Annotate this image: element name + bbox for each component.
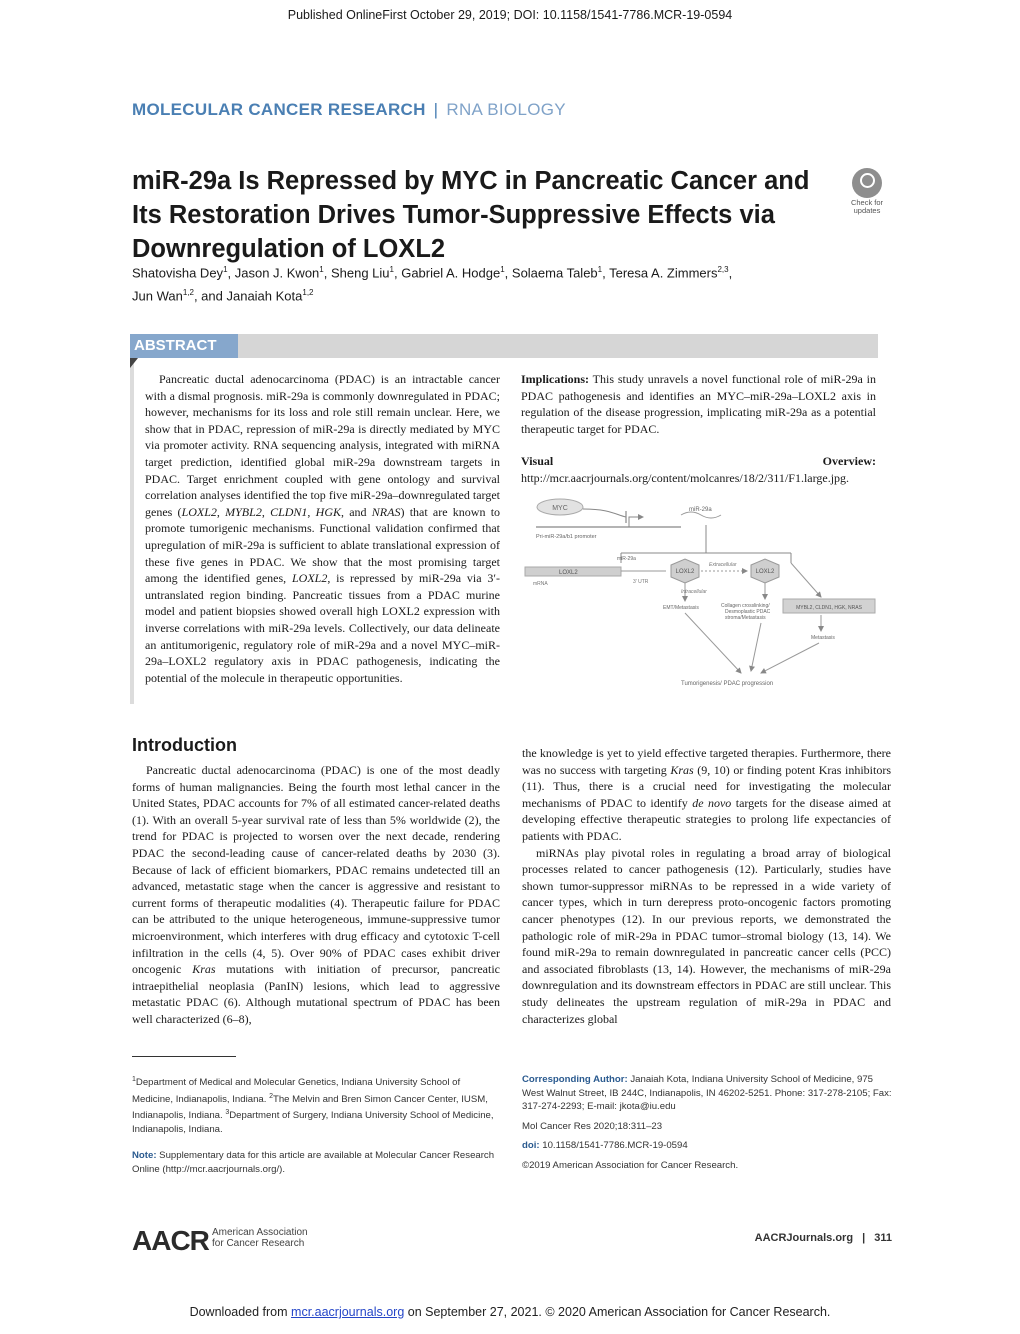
fig-genes: MYBL2, CLDN1, HGK, NRAS bbox=[796, 605, 862, 611]
supplementary-note: Note: Supplementary data for this article are available at Molecular Cancer Research Online (http://mcr.aacrjournals.org/). bbox=[132, 1150, 495, 1175]
fig-mir-label: miR-29a bbox=[689, 507, 712, 513]
aacr-logo-mark: AACR bbox=[132, 1225, 209, 1256]
intro-left-column: Pancreatic ductal adenocarcinoma (PDAC) is one of the most deadly forms of human malignancies. Being the fourth most lethal cancer in the United States, PDAC accounts for 7% of all estimated cancer-related deaths (1). With an overall 5-year survival rate of less than 5% worldwide (2), the trend for PDAC is projected to worsen over the next decade, rendering PDAC the second-leading cause of cancer-related deaths by 2030 (3). Because of lack of efficient biomarkers, PDAC remains undetected till an advanced, metastatic stage when the cancer is aggressive and resistant to current forms of therapeutic modalities (4). Therapeutic failure for PDAC can be attributed to the unique heterogeneous, immune-suppressive tumor microenvironment, which interferes with drug efficacy and cytotoxic T-cell infiltration in the cells (4, 5). Over 90% of PDAC cases exhibit driver oncogenic Kras mutations with initiation of precursor, pancreatic intraepithelial neoplasia (PanIN) lesions, which lead to aggressive metastatic PDAC (6). Although mutational spectrum of PDAC has been well characterized (6–8), bbox=[132, 763, 500, 1026]
fig-loxl2-mrna: LOXL2 bbox=[559, 570, 578, 576]
author-list: Shatovisha Dey$^1$, Jason J. Kwon$^1$, Sheng Liu$^1$, Gabriel A. Hodge$^1$, Solaema Taleb$^1$, Teresa A. Zimmers$^{2,3}$, Jun Wan$^{1,2}$, and Janaiah Kota$^{1,2}$ bbox=[132, 265, 733, 304]
fig-loxl2-b: LOXL2 bbox=[755, 569, 775, 575]
fig-collagen-3: stroma/Metastasis bbox=[725, 615, 766, 621]
fig-emt: EMT/Metastasis bbox=[663, 605, 699, 611]
check-updates-icon bbox=[852, 168, 882, 198]
implications-label: Implications: bbox=[521, 372, 590, 386]
abstract-side-rule bbox=[130, 358, 134, 704]
check-for-updates-badge[interactable] bbox=[842, 168, 892, 216]
page-footer: AACRJournals.org | 311 bbox=[754, 1232, 892, 1244]
article-title bbox=[132, 164, 832, 266]
journal-separator: | bbox=[433, 100, 439, 119]
intro-right-p2: miRNAs play pivotal roles in regulating a broad array of biological processes related to cancer pathogenesis (12). Particularly, studies have shown tumor-suppressor miRNAs to be repressed in a wide variety of cancer types, which in turn derepress proto-oncogenic factors promoting cancer phenotypes (12). In our previous reports, we demonstrated the pathologic role of miR-29a in PDAC tumor–stromal biology (13, 14). We found miR-29a to remain downregulated in pancreatic cancer cells (PCC) and associated fibroblasts (13, 14). However, the mechanisms of miR-29a downregulation and its downstream effectors in PDAC are still unclear. This study delineates the upstream regulation of miR-29a in PDAC and characterizes global bbox=[522, 845, 891, 1026]
copyright: ©2019 American Association for Cancer Research. bbox=[522, 1159, 739, 1171]
affiliations: $^1$Department of Medical and Molecular Genetics, Indiana University School of Medicine, Indianapolis, Indiana. $^2$The Melvin and Bren Simon Cancer Center, IUSM, Indianapolis, Indiana. $^3$Department of Surgery, Indiana University School of Medicine, Indianapolis, Indiana. bbox=[132, 1076, 494, 1136]
page-number: 311 bbox=[874, 1232, 892, 1244]
abstract-corner-mark bbox=[130, 358, 138, 368]
aacr-logo-text: American Association for Cancer Research bbox=[212, 1227, 308, 1249]
intro-right-column bbox=[522, 745, 891, 1027]
fig-myc-label: MYC bbox=[552, 505, 568, 512]
fig-metastasis: Metastasis bbox=[811, 635, 835, 641]
citation: Mol Cancer Res 2020;18:311–23 bbox=[522, 1120, 663, 1132]
visual-overview-label: Visual Overview: bbox=[521, 454, 876, 469]
download-line: Downloaded from mcr.aacrjournals.org on September 27, 2021. © 2020 American Association for Cancer Research. bbox=[189, 1305, 831, 1319]
fig-extracellular: Extracellular bbox=[709, 562, 737, 568]
visual-overview-link[interactable]: http://mcr.aacrjournals.org/content/molcanres/18/2/311/F1.large.jpg. bbox=[521, 470, 850, 485]
fig-utr: 3′ UTR bbox=[633, 579, 649, 585]
visual-overview-figure bbox=[521, 493, 877, 693]
fig-loxl2-a: LOXL2 bbox=[675, 569, 695, 575]
corresponding-author: Corresponding Author: Janaiah Kota, Indiana University School of Medicine, 975 West Walnut Street, IB 244C, Indianapolis, IN 46202-5251. Phone: 317-278-2105; Fax: 317-274-2293; E-mail: jkota@iu.edu Mol Cancer Res 2020;18:311–23 doi: 10.1158/1541-7786.MCR-19-0594 ©2019 American Association for Cancer Research. bbox=[522, 1074, 892, 1171]
journal-header bbox=[132, 100, 566, 120]
journal-site[interactable]: AACRJournals.org bbox=[754, 1232, 854, 1244]
badge-text: Check for updates bbox=[850, 198, 884, 215]
title-line-1: miR-29a Is Repressed by MYC in Pancreatic Cancer and bbox=[132, 167, 810, 195]
abstract-implications: Implications: This study unravels a novel functional role of miR-29a in PDAC pathogenesis and identifies an MYC–miR-29a–LOXL2 axis in regulation of the disease progression, implicating miR-29a as a potential therapeutic target for PDAC. Visual Overview: http://mcr.aacrjournals.org/content/molcanres/18/2/311/F1.large.jpg. bbox=[521, 372, 876, 485]
intro-right-p1: the knowledge is yet to yield effective targeted therapies. Furthermore, there was no success with targeting Kras (9, 10) or finding potent Kras inhibitors (11). Thus, there is a crucial need for investigating the molecular mechanisms of PDAC to identify de novo targets for the disease aimed at developing effective therapeutic strategies to prolong life expectancies of patients with PDAC. bbox=[522, 746, 892, 843]
fig-mrna: mRNA bbox=[533, 581, 548, 587]
title-line-3: Downregulation of LOXL2 bbox=[132, 235, 446, 263]
fig-intracellular: Intracellular bbox=[681, 589, 707, 595]
abstract-label: ABSTRACT bbox=[130, 334, 238, 358]
published-online-line: Published OnlineFirst October 29, 2019; DOI: 10.1158/1541-7786.MCR-19-0594 bbox=[287, 8, 733, 22]
journal-category: RNA BIOLOGY bbox=[446, 100, 566, 119]
title-line-2: Its Restoration Drives Tumor-Suppressive Effects via bbox=[132, 201, 775, 229]
fig-mir-small: miR-29a bbox=[617, 556, 636, 562]
introduction-heading: Introduction bbox=[132, 735, 237, 755]
fig-promoter-label: Pri-miR-29a/b1 promoter bbox=[536, 534, 597, 540]
fig-collagen-1: Collagen crosslinking/ bbox=[721, 603, 770, 609]
download-link[interactable]: mcr.aacrjournals.org bbox=[291, 1305, 405, 1319]
journal-name: MOLECULAR CANCER RESEARCH bbox=[132, 100, 426, 119]
abstract-bar bbox=[130, 334, 878, 358]
aacr-logo bbox=[132, 1225, 308, 1257]
footnote-rule bbox=[132, 1056, 236, 1057]
doi: doi: 10.1158/1541-7786.MCR-19-0594 bbox=[522, 1140, 688, 1151]
fig-progression: Tumorigenesis/ PDAC progression bbox=[681, 681, 774, 687]
abstract-text: Pancreatic ductal adenocarcinoma (PDAC) is an intractable cancer with a dismal prognosis. miR-29a is commonly downregulated in PDAC; however, mechanisms for its loss and role still remain unclear. Here, we show that in PDAC, repression of miR-29a is directly mediated by MYC via promoter activity. RNA sequencing analysis, integrated with miRNA target prediction, identified global miR-29a downstream targets in PDAC. Target enrichment coupled with gene ontology and survival correlation analyses identified the top five miR-29a–downregulated target genes (LOXL2, MYBL2, CLDN1, HGK, and NRAS) that are known to promote tumorigenic mechanisms. Functional validation confirmed that upregulation of miR-29a is sufficient to ablate translational expression of these five genes in PDAC. We show that the most promising target among the identified genes, LOXL2, is repressed by miR-29a via 3′-untranslated region binding. Pancreatic tissues from a PDAC murine model and patient biopsies showed overall high LOXL2 expression with inverse correlations with miR-29a levels. Collectively, our data delineate an antitumorigenic, regulatory role of miR-29a and a novel MYC–miR-29a–LOXL2 regulatory axis in PDAC pathogenesis, indicating the potential of the molecule in therapeutic opportunities. bbox=[145, 372, 501, 685]
fig-collagen-2: Desmoplastic PDAC bbox=[725, 609, 771, 615]
